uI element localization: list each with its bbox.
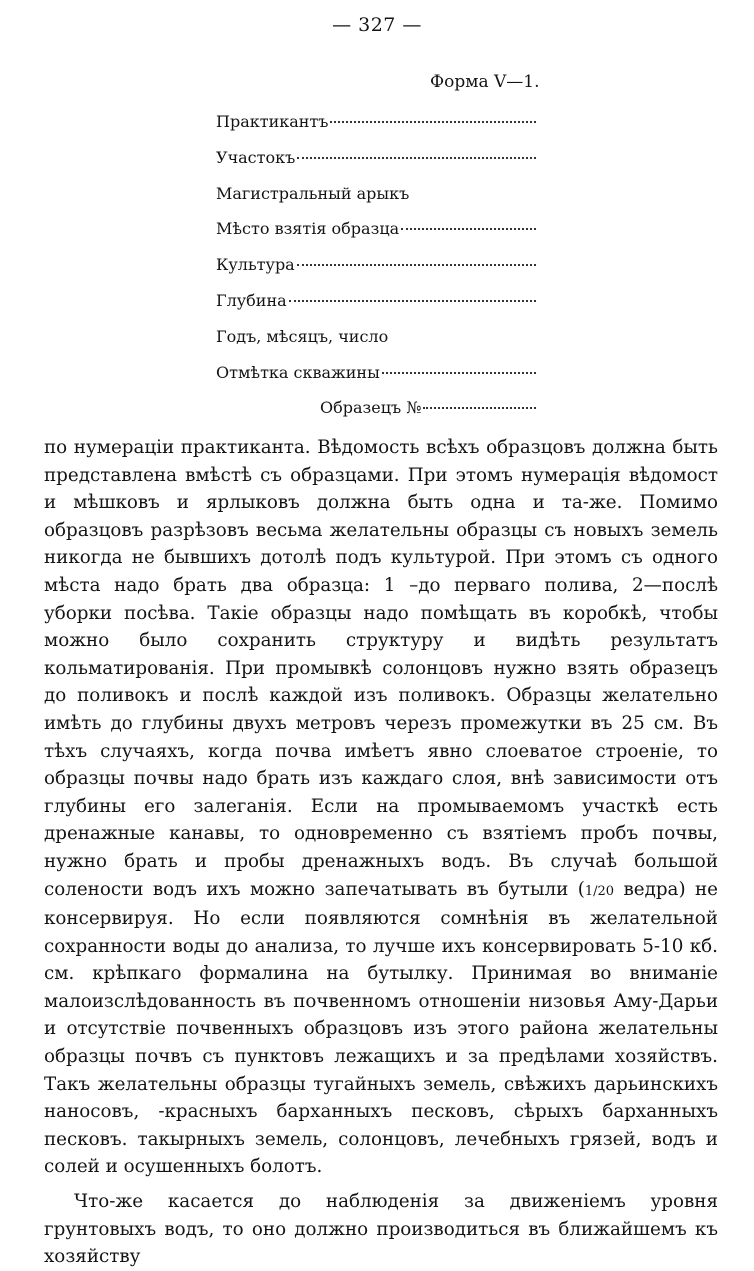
form-field-date — [216, 327, 536, 363]
form-field-crop — [216, 255, 536, 291]
form-field-well-mark — [216, 363, 536, 399]
paragraph-1 — [44, 434, 718, 1181]
dotted-fill-line — [330, 121, 536, 123]
form-id: Форма V—1. — [430, 72, 540, 92]
dotted-fill-line — [423, 407, 536, 409]
dotted-fill-line — [297, 264, 536, 266]
form-field-sample-number — [216, 398, 536, 434]
form-field-label: Мѣсто взятія образца — [216, 219, 400, 239]
form-field-label: Отмѣтка скважины — [216, 362, 380, 382]
form-field-label: Глубина — [216, 290, 287, 310]
form-field-label: Практикантъ — [216, 112, 329, 131]
dotted-fill-line — [289, 300, 536, 302]
dotted-fill-line — [297, 157, 536, 159]
form-field-label: Магистральный арыкъ — [216, 183, 410, 203]
form-field-depth — [216, 291, 536, 327]
body-text — [44, 434, 718, 1271]
form-field-label: Культура — [216, 255, 295, 275]
paragraph-1-part-1: по нумераціи практиканта. Вѣдомость всѣхъ образцовъ должна быть представлена вмѣстѣ съ образцами. При этомъ нумерація вѣдомост и мѣшковъ и ярлыковъ должна быть одна и та-же. Помимо образцовъ разрѣзовъ весьма желательны образцы съ новыхъ земель никогда не бывшихъ дотолѣ подъ культурой. При этомъ съ одного мѣста надо брать два образца: 1 –до перваго полива, 2—послѣ уборки посѣва. Такіе образцы надо помѣщать въ коробкѣ, чтобы можно было сохранить структуру и видѣть результатъ кольматированія. При промывкѣ солонцовъ нужно взять образецъ до поливокъ и послѣ каждой изъ поливокъ. Образцы желательно имѣть до глубины двухъ метровъ черезъ промежутки въ 25 см. Въ тѣхъ случаяхъ, когда почва имѣетъ явно слоеватое строеніе, то образцы почвы надо брать изъ каждаго слоя, внѣ зависимости отъ глубины его залеганія. Если на промываемомъ участкѣ есть дренажные канавы, то одновременно съ взятіемъ пробъ почвы, нужно брать и пробы дренажныхъ водъ. Въ случаѣ большой солености водъ ихъ можно запечатывать въ бутыли ( — [44, 437, 718, 900]
form-field-main-canal — [216, 184, 536, 220]
form-field-label: Годъ, мѣсяцъ, число — [216, 326, 389, 346]
fraction: 1/20 — [584, 883, 615, 899]
form-fields — [216, 112, 536, 434]
form-field-trainee — [216, 112, 536, 148]
form-field-label: Образецъ № — [320, 398, 422, 418]
form-field-label: Участокъ — [216, 147, 296, 167]
dotted-fill-line — [401, 228, 536, 230]
paragraph-1-part-2: ведра) не консервируя. Но если появляются сомнѣнія въ желательной сохранности воды до анализа, то лучше ихъ консервировать 5-10 кб. см. крѣпкаго формалина на бутылку. Принимая во вниманіе малоизслѣдованность въ почвенномъ отношеніи низовья Аму-Дарьи и отсутствіе почвенныхъ образцовъ изъ этого района желательны образцы почвъ съ пунктовъ лежащихъ и за предѣлами хозяйствъ. Такъ желательны образцы тугайныхъ земель, свѣжихъ дарьинскихъ наносовъ, -красныхъ барханныхъ песковъ, сѣрыхъ барханныхъ песковъ. такырныхъ земель, солонцовъ, лечебныхъ грязей, водъ и солей и осушенныхъ болотъ. — [44, 878, 718, 1178]
page-number: — 327 — — [332, 14, 422, 36]
dotted-fill-line — [382, 372, 536, 374]
form-field-sample-location — [216, 219, 536, 255]
form-field-plot — [216, 148, 536, 184]
paragraph-2: Что-же касается до наблюденія за движеніемъ уровня грунтовыхъ водъ, то оно должно производиться въ ближайшемъ къ хозяйству — [44, 1191, 718, 1268]
